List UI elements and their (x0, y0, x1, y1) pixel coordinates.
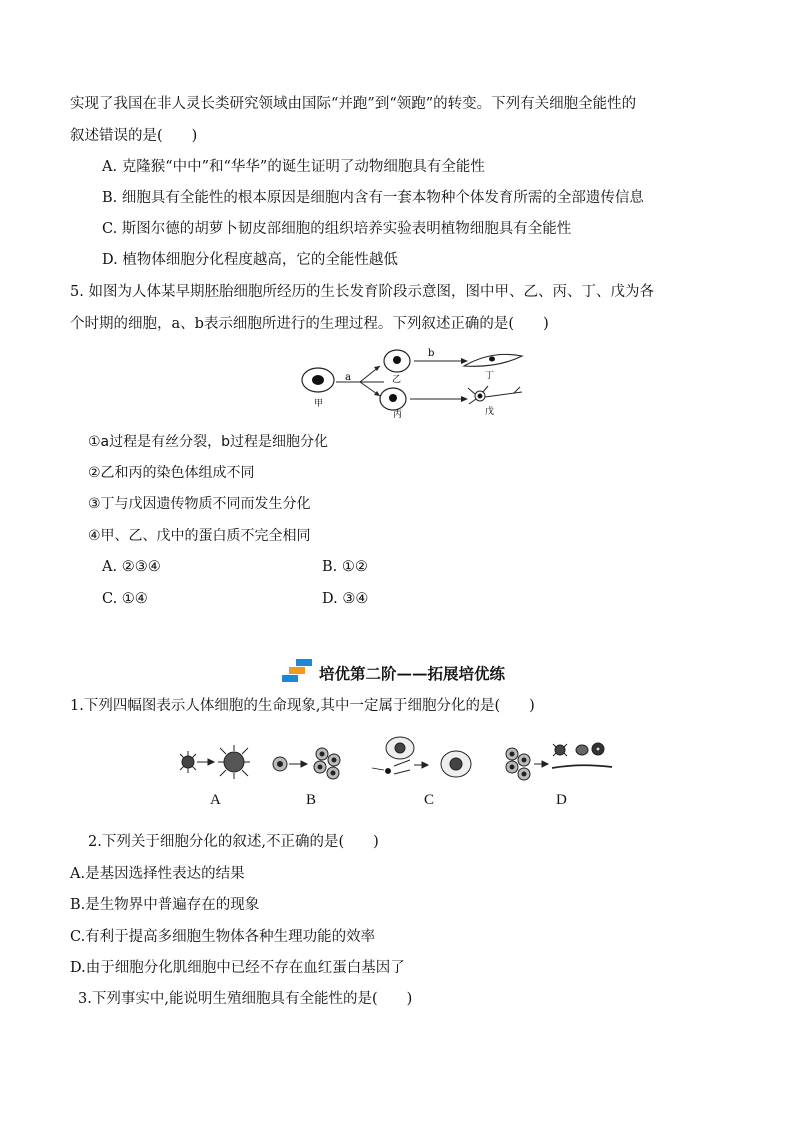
p2-stem: 2.下列关于细胞分化的叙述,不正确的是( ) (88, 834, 379, 850)
p1-figure-strip (170, 734, 620, 784)
q4-option-c: C. 斯图尔德的胡萝卜韧皮部细胞的组织培养实验表明植物细胞具有全能性 (102, 221, 572, 237)
label-wu: 戊 (485, 407, 495, 417)
label-yi: 乙 (392, 375, 402, 385)
p1-stem: 1.下列四幅图表示人体细胞的生命现象,其中一定属于细胞分化的是( ) (70, 698, 535, 714)
cell-jia (302, 368, 334, 392)
cell-ding (464, 354, 522, 366)
figure-a-cells (180, 745, 250, 779)
q5-statement-3: ③丁与戊因遗传物质不同而发生分化 (88, 496, 311, 512)
q5-statement-1: ①a过程是有丝分裂，b过程是细胞分化 (88, 434, 329, 450)
section-title: 培优第二阶——拓展培优练 (319, 664, 506, 683)
label-ding: 丁 (485, 371, 495, 381)
figure-c-cells (372, 737, 471, 777)
q4-stem-line1: 实现了我国在非人灵长类研究领域由国际“并跑”到“领跑”的转变。下列有关细胞全能性的 (70, 96, 637, 112)
p2-option-d: D.由于细胞分化肌细胞中已经不存在血红蛋白基因了 (70, 960, 405, 976)
figure-d-cells (506, 743, 612, 780)
q5-stem-line1: 5. 如图为人体某早期胚胎细胞所经历的生长发育阶段示意图，图中甲、乙、丙、丁、戊为各 (70, 284, 654, 300)
q4-option-b: B. 细胞具有全能性的根本原因是细胞内含有一套本物种个体发育所需的全部遗传信息 (102, 190, 644, 206)
q5-stem-line2: 个时期的细胞，a、b表示细胞所进行的生理过程。下列叙述正确的是( ) (70, 316, 549, 332)
q5-option-c: C. ①④ (102, 591, 148, 607)
q5-cell-diagram (292, 344, 532, 420)
label-bing: 丙 (393, 410, 403, 420)
p1-figure-label-a: A (210, 792, 221, 808)
q5-option-b: B. ①② (322, 559, 368, 575)
p1-figure-label-d: D (556, 792, 567, 808)
q5-option-d: D. ③④ (322, 591, 369, 607)
q5-statement-2: ②乙和丙的染色体组成不同 (88, 465, 255, 481)
cell-wu (468, 386, 522, 404)
q4-stem-line2: 叙述错误的是( ) (70, 128, 198, 144)
p1-figure-label-c: C (424, 792, 435, 808)
label-b: b (428, 348, 435, 359)
label-a: a (345, 372, 351, 383)
q4-option-d: D. 植物体细胞分化程度越高，它的全能性越低 (102, 252, 398, 268)
cell-yi (384, 350, 410, 372)
figure-b-cells (273, 748, 340, 779)
stacked-blocks-icon (282, 658, 316, 684)
cell-bing (380, 388, 406, 410)
q5-option-a: A. ②③④ (102, 559, 161, 575)
p3-stem: 3.下列事实中,能说明生殖细胞具有全能性的是( ) (78, 991, 413, 1007)
p2-option-b: B.是生物界中普遍存在的现象 (70, 897, 260, 913)
p2-option-c: C.有利于提高多细胞生物体各种生理功能的效率 (70, 929, 376, 945)
q5-statement-4: ④甲、乙、戊中的蛋白质不完全相同 (88, 528, 311, 544)
p1-figure-label-b: B (306, 792, 317, 808)
p2-option-a: A.是基因选择性表达的结果 (70, 866, 245, 882)
label-jia: 甲 (314, 399, 324, 409)
q4-option-a: A. 克隆猴“中中”和“华华”的诞生证明了动物细胞具有全能性 (102, 159, 485, 175)
